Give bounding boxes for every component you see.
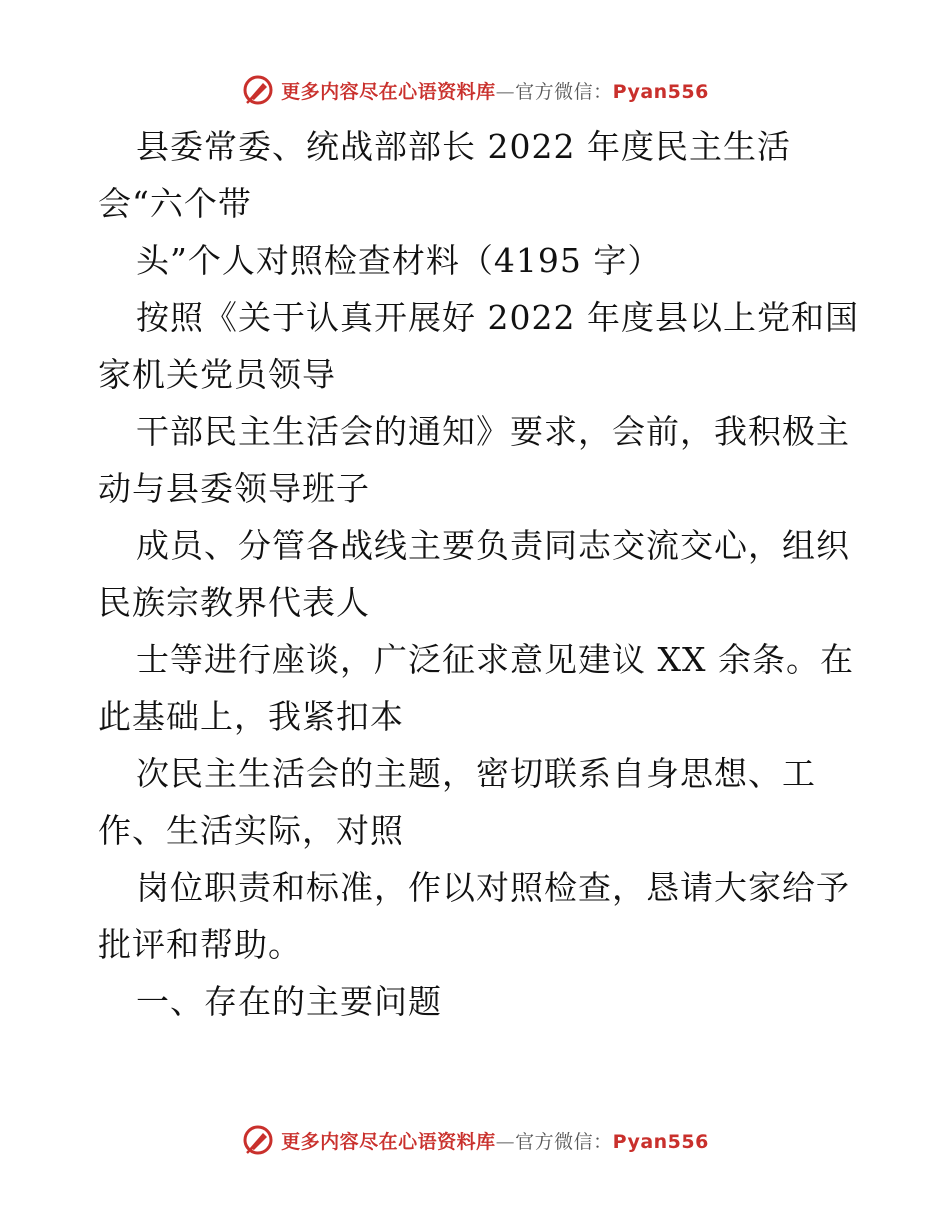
- banner-wechat-label: 官方微信：: [515, 80, 613, 103]
- paragraph-line: 民族宗教界代表人: [98, 583, 370, 622]
- paragraph-line: 按照《关于认真开展好 2022 年度县以上党和国: [136, 298, 859, 337]
- banner-wechat-id: Pyan556: [612, 80, 709, 103]
- banner-brand: 更多内容尽在心语资料库: [281, 1130, 496, 1153]
- paragraph-line: 岗位职责和标准，作以对照检查，恳请大家给予: [136, 868, 850, 907]
- banner-text: [281, 1127, 709, 1154]
- paragraph-line: 动与县委领导班子: [98, 469, 370, 508]
- title-line-3: 头”个人对照检查材料（4195 字）: [136, 241, 662, 280]
- title-line-2: 会“六个带: [98, 184, 252, 223]
- quill-logo-icon: [241, 73, 275, 107]
- paragraph-line: 干部民主生活会的通知》要求，会前，我积极主: [136, 412, 850, 451]
- paragraph-line: 批评和帮助。: [98, 925, 302, 964]
- footer-banner: [0, 1120, 950, 1160]
- paragraph-line: 成员、分管各战线主要负责同志交流交心，组织: [136, 526, 850, 565]
- quill-logo-icon: [241, 1123, 275, 1157]
- paragraph-line: 次民主生活会的主题，密切联系自身思想、工: [136, 754, 816, 793]
- paragraph-line: 家机关党员领导: [98, 355, 336, 394]
- banner-wechat-id: Pyan556: [612, 1130, 709, 1153]
- banner-wechat-label: 官方微信：: [515, 1130, 613, 1153]
- title-line-1: 县委常委、统战部部长 2022 年度民主生活: [136, 127, 791, 166]
- paragraph-line: 此基础上，我紧扣本: [98, 697, 404, 736]
- paragraph-line: 作、生活实际，对照: [98, 811, 404, 850]
- banner-brand: 更多内容尽在心语资料库: [281, 80, 496, 103]
- section-heading: 一、存在的主要问题: [136, 982, 442, 1021]
- banner-text: [281, 77, 709, 104]
- document-body: [98, 118, 858, 1030]
- banner-dash: —: [495, 1130, 516, 1153]
- banner-dash: —: [495, 80, 516, 103]
- paragraph-line: 士等进行座谈，广泛征求意见建议 XX 余条。在: [136, 640, 854, 679]
- header-banner: [0, 70, 950, 110]
